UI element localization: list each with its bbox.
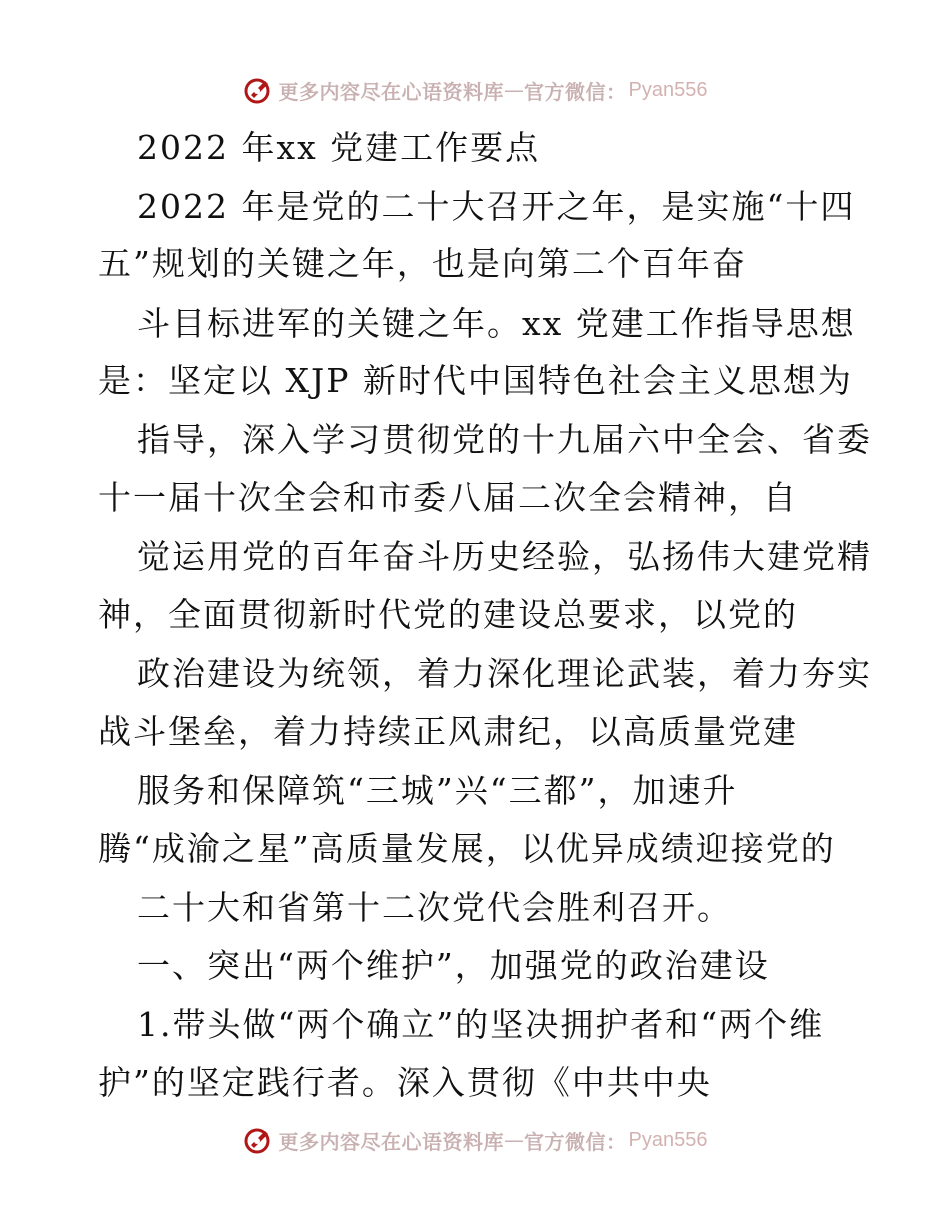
brand-text: 更多内容尽在心语资料库 xyxy=(278,79,505,104)
brand-text: 更多内容尽在心语资料库 xyxy=(278,1129,505,1154)
wechat-label: 官方微信： xyxy=(524,79,627,104)
wechat-id: Pyan556 xyxy=(628,1128,708,1151)
document-title: 2022 年xx 党建工作要点 xyxy=(137,128,541,167)
paragraph-line: 战斗堡垒，着力持续正风肃纪，以高质量党建 xyxy=(98,712,798,751)
paragraph-line: 1.带头做“两个确立”的坚决拥护者和“两个维 xyxy=(137,1005,825,1044)
paragraph-line: 2022 年是党的二十大召开之年，是实施“十四 xyxy=(137,187,856,226)
pen-circle-logo-icon xyxy=(243,1125,273,1155)
banner-dash: — xyxy=(504,78,525,102)
paragraph-line: 是：坚定以 XJP 新时代中国特色社会主义思想为 xyxy=(98,361,853,400)
paragraph-line: 腾“成渝之星”高质量发展，以优异成绩迎接党的 xyxy=(98,829,836,868)
paragraph-line: 指导，深入学习贯彻党的十九届六中全会、省委 xyxy=(137,420,872,459)
wechat-id: Pyan556 xyxy=(628,78,708,101)
paragraph-line: 服务和保障筑“三城”兴“三都”，加速升 xyxy=(137,771,738,810)
banner-dash: — xyxy=(504,1128,525,1152)
paragraph-line: 觉运用党的百年奋斗历史经验，弘扬伟大建党精 xyxy=(137,537,872,576)
paragraph-line: 护”的坚定践行者。深入贯彻《中共中央 xyxy=(98,1063,712,1102)
paragraph-line: 政治建设为统领，着力深化理论武装，着力夯实 xyxy=(137,654,872,693)
pen-circle-logo-icon xyxy=(243,75,273,105)
paragraph-line: 斗目标进军的关键之年。xx 党建工作指导思想 xyxy=(137,304,856,343)
section-heading: 一、突出“两个维护”，加强党的政治建设 xyxy=(137,946,770,985)
paragraph-line: 神，全面贯彻新时代党的建设总要求，以党的 xyxy=(98,595,798,634)
paragraph-line: 十一届十次全会和市委八届二次全会精神，自 xyxy=(98,478,798,517)
paragraph-line: 二十大和省第十二次党代会胜利召开。 xyxy=(137,888,732,927)
header-watermark-banner xyxy=(0,70,950,110)
paragraph-line: 五”规划的关键之年，也是向第二个百年奋 xyxy=(98,244,747,283)
wechat-label: 官方微信： xyxy=(524,1129,627,1154)
footer-watermark-banner xyxy=(0,1120,950,1160)
